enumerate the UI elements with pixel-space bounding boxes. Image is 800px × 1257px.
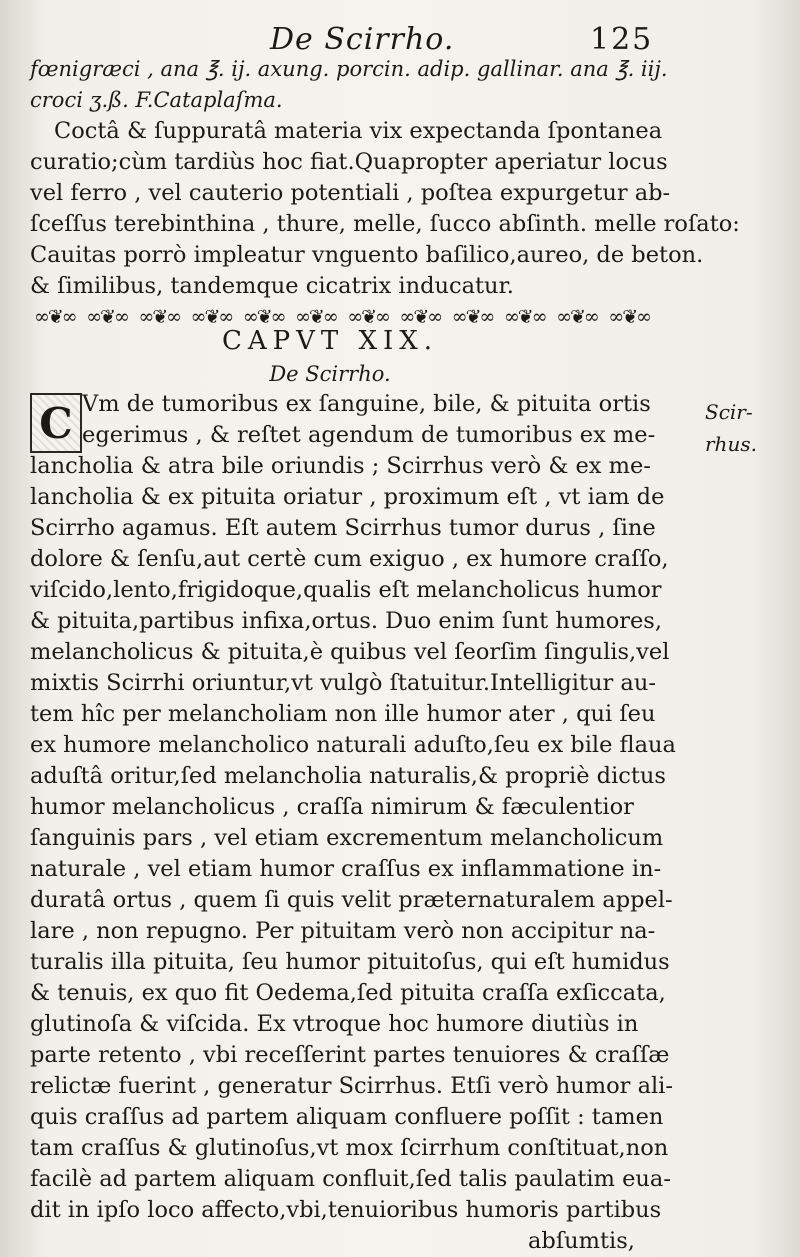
ornament-glyph: ∞❦∞ (190, 306, 233, 328)
margin-note-line: Scir- (705, 400, 753, 424)
ornament-glyph: ∞❦∞ (138, 306, 181, 328)
ornament-glyph: ∞❦∞ (295, 306, 337, 328)
text-line: Vm de tumoribus ex ſanguine, bile, & pituita ortis (82, 391, 651, 417)
ornament-glyph: ∞❦∞ (608, 306, 650, 328)
text-line: ex humore melancholico naturali aduſto,ſeu ex bile flaua (30, 732, 676, 758)
text-line: melancholicus & pituita,è quibus vel ſeorſim ſingulis,vel (30, 639, 670, 665)
drop-cap-initial: C (30, 393, 82, 453)
text-line: parte retento , vbi receſſerint partes tenuiores & craſſæ (30, 1042, 670, 1068)
text-line: glutinoſa & viſcida. Ex vtroque hoc humore diutiùs in (30, 1011, 639, 1037)
chapter-body (30, 389, 676, 1257)
text-line: facilè ad partem aliquam confluit,ſed talis paulatim eua- (30, 1166, 671, 1192)
text-line: dit in ipſo loco affecto,vbi,tenuioribus humoris partibus (30, 1197, 662, 1223)
recipe-block (30, 54, 670, 116)
ornament-glyph: ∞❦∞ (242, 306, 285, 328)
ornament-glyph: ∞❦∞ (503, 306, 546, 328)
text-line: egerimus , & reſtet agendum de tumoribus ex me- (82, 422, 656, 448)
recipe-line: fœnigræci , ana ℥. ij. axung. porcin. adip. gallinar. ana ℥. iij. (30, 57, 668, 81)
text-line: Coctâ & ſuppuratâ materia vix expectanda ſpontanea (54, 118, 663, 144)
ornament-glyph: ∞❦∞ (556, 306, 598, 328)
page-number: 125 (590, 22, 654, 57)
text-line: Scirrho agamus. Eſt autem Scirrhus tumor durus , ſine (30, 515, 656, 541)
text-line: & pituita,partibus infixa,ortus. Duo enim ſunt humores, (30, 608, 663, 634)
text-line: lare , non repugno. Per pituitam verò non accipitur na- (30, 918, 656, 944)
text-line: quis craſſus ad partem aliquam confluere poſſit : tamen (30, 1104, 664, 1130)
text-line: duratâ ortus , quem ſi quis velit præternaturalem appel- (30, 887, 673, 913)
text-line: tam craſſus & glutinoſus,vt mox ſcirrhum conſtituat,non (30, 1135, 669, 1161)
text-line: naturale , vel etiam humor craſſus ex inflammatione in- (30, 856, 662, 882)
text-line: relictæ fuerint , generatur Scirrhus. Etſi verò humor ali- (30, 1073, 673, 1099)
text-line: ſceſſus terebinthina , thure, melle, ſucco abſinth. melle roſato: (30, 211, 740, 237)
text-line: aduſtâ oritur,ſed melancholia naturalis,& propriè dictus (30, 763, 666, 789)
ornament-glyph: ∞❦∞ (399, 306, 442, 328)
text-line: turalis illa pituita, ſeu humor pituitoſus, qui eſt humidus (30, 949, 670, 975)
text-line: lancholia & atra bile oriundis ; Scirrhus verò & ex me- (30, 453, 651, 479)
text-line: ſanguinis pars , vel etiam excrementum melancholicum (30, 825, 664, 851)
ornamental-divider (34, 306, 650, 328)
text-line: dolore & ſenſu,aut certè cum exiguo , ex humore craſſo, (30, 546, 669, 572)
text-line: & ſimilibus, tandemque cicatrix inducatur. (30, 273, 514, 299)
text-line: viſcido,lento,frigidoque,qualis eſt melancholicus humor (30, 577, 662, 603)
margin-note-line: rhus. (705, 432, 757, 456)
text-line: Cauitas porrò impleatur vnguento baſilico,aureo, de beton. (30, 242, 704, 268)
intro-paragraph (30, 116, 740, 302)
text-line: & tenuis, ex quo fit Oedema,ſed pituita craſſa exſiccata, (30, 980, 666, 1006)
margin-note (705, 396, 757, 460)
ornament-glyph: ∞❦∞ (34, 306, 76, 328)
text-line: vel ferro , vel cauterio potentiali , poſtea expurgetur ab- (30, 180, 671, 206)
text-line: lancholia & ex pituita oriatur , proximum eſt , vt iam de (30, 484, 665, 510)
ornament-glyph: ∞❦∞ (86, 306, 128, 328)
chapter-heading: CAPVT XIX. (221, 326, 439, 356)
running-title: De Scirrho. (270, 22, 455, 57)
recipe-line: croci ʒ.ß. F.Cataplaſma. (30, 88, 283, 112)
catchword-line: abſumtis, (528, 1228, 635, 1254)
chapter-subheading: De Scirrho. (269, 362, 391, 386)
ornament-glyph: ∞❦∞ (451, 306, 494, 328)
text-line: humor melancholicus , craſſa nimirum & fæculentior (30, 794, 634, 820)
ornament-glyph: ∞❦∞ (347, 306, 389, 328)
text-line: tem hîc per melancholiam non ille humor ater , qui ſeu (30, 701, 656, 727)
text-line: mixtis Scirrhi oriuntur,vt vulgò ſtatuitur.Intelligitur au- (30, 670, 656, 696)
text-line: curatio;cùm tardiùs hoc fiat.Quapropter aperiatur locus (30, 149, 668, 175)
